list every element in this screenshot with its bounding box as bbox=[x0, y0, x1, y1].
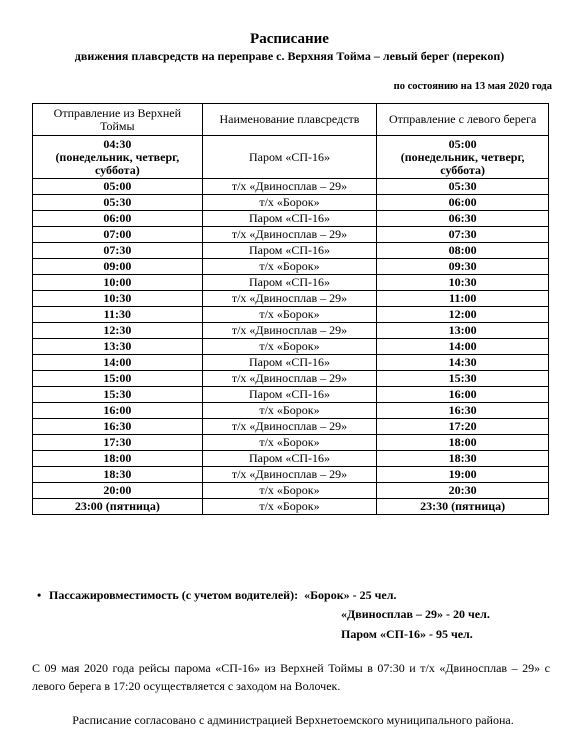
arrival-cell-value: 18:00 bbox=[448, 435, 477, 449]
departure-cell bbox=[33, 136, 203, 179]
vessel-cell-value: т/х «Двиносплав – 29» bbox=[231, 179, 348, 193]
vessel-cell bbox=[202, 483, 377, 499]
departure-cell-value: 05:30 bbox=[103, 195, 132, 209]
departure-cell-value: 15:00 bbox=[103, 371, 132, 385]
arrival-cell bbox=[377, 467, 549, 483]
vessel-cell bbox=[202, 243, 377, 259]
vessel-cell bbox=[202, 307, 377, 323]
table-row bbox=[33, 451, 549, 467]
arrival-cell bbox=[377, 291, 549, 307]
table-row bbox=[33, 307, 549, 323]
table-row bbox=[33, 227, 549, 243]
document-title: Расписание bbox=[250, 31, 329, 47]
arrival-cell-value: 15:30 bbox=[448, 371, 477, 385]
vessel-cell-value: Паром «СП-16» bbox=[248, 211, 330, 225]
departure-cell bbox=[33, 387, 203, 403]
table-row bbox=[33, 136, 549, 179]
arrival-cell bbox=[377, 387, 549, 403]
vessel-cell-value: т/х «Борок» bbox=[259, 195, 320, 209]
vessel-cell bbox=[202, 403, 377, 419]
arrival-cell-value: 08:00 bbox=[448, 243, 477, 257]
departure-cell bbox=[33, 355, 203, 371]
departure-cell bbox=[33, 451, 203, 467]
departure-cell bbox=[33, 275, 203, 291]
departure-cell-value: 07:30 bbox=[103, 243, 132, 257]
departure-cell bbox=[33, 339, 203, 355]
arrival-cell-value: 12:00 bbox=[448, 307, 477, 321]
document-subtitle: движения плавсредств на переправе с. Верхняя Тойма – левый берег (перекоп) bbox=[74, 49, 505, 63]
arrival-cell bbox=[377, 499, 549, 515]
arrival-cell bbox=[377, 227, 549, 243]
arrival-cell bbox=[377, 435, 549, 451]
vessel-cell-value: Паром «СП-16» bbox=[248, 275, 330, 289]
arrival-cell bbox=[377, 275, 549, 291]
arrival-cell bbox=[377, 403, 549, 419]
arrival-cell-value: 06:00 bbox=[448, 195, 477, 209]
vessel-cell-value: т/х «Борок» bbox=[259, 307, 320, 321]
table-row bbox=[33, 435, 549, 451]
vessel-cell-value: т/х «Двиносплав – 29» bbox=[231, 371, 348, 385]
arrival-cell bbox=[377, 211, 549, 227]
arrival-cell bbox=[377, 419, 549, 435]
vessel-cell-value: т/х «Двиносплав – 29» bbox=[231, 419, 348, 433]
vessel-cell bbox=[202, 227, 377, 243]
vessel-cell bbox=[202, 467, 377, 483]
departure-cell-value: 17:30 bbox=[103, 435, 132, 449]
arrival-cell bbox=[377, 323, 549, 339]
departure-cell-value: 11:30 bbox=[103, 307, 131, 321]
departure-cell-value: 13:30 bbox=[103, 339, 132, 353]
capacity-item: «Борок» - 25 чел. bbox=[304, 588, 397, 602]
arrival-cell-value: 06:30 bbox=[448, 211, 477, 225]
vessel-cell-value: Паром «СП-16» bbox=[248, 355, 330, 369]
arrival-cell-value: 18:30 bbox=[448, 451, 477, 465]
as-of-date: по состоянию на 13 мая 2020 года bbox=[393, 81, 552, 92]
table-row bbox=[33, 211, 549, 227]
vessel-cell bbox=[202, 259, 377, 275]
capacity-item: «Двиносплав – 29» - 20 чел. bbox=[341, 607, 490, 621]
vessel-cell bbox=[202, 179, 377, 195]
arrival-cell bbox=[377, 179, 549, 195]
departure-cell-value: 04:30 bbox=[103, 136, 132, 151]
arrival-cell-value: 13:00 bbox=[448, 323, 477, 337]
table-row bbox=[33, 355, 549, 371]
arrival-cell-value: 05:00 bbox=[448, 136, 477, 151]
table-row bbox=[33, 259, 549, 275]
departure-cell bbox=[33, 211, 203, 227]
vessel-cell bbox=[202, 339, 377, 355]
table-header-row bbox=[33, 104, 549, 136]
table-row bbox=[33, 275, 549, 291]
arrival-cell bbox=[377, 355, 549, 371]
arrival-cell-value: 23:30 (пятница) bbox=[420, 499, 506, 513]
vessel-cell bbox=[202, 211, 377, 227]
table-row bbox=[33, 371, 549, 387]
departure-cell bbox=[33, 243, 203, 259]
departure-cell-note: (понедельник, четверг, суббота) bbox=[55, 149, 180, 177]
departure-cell bbox=[33, 323, 203, 339]
arrival-cell bbox=[377, 483, 549, 499]
capacity-line-1 bbox=[49, 585, 396, 605]
arrival-cell bbox=[377, 451, 549, 467]
departure-cell bbox=[33, 371, 203, 387]
vessel-cell-value: т/х «Двиносплав – 29» bbox=[231, 227, 348, 241]
arrival-cell bbox=[377, 195, 549, 211]
departure-cell bbox=[33, 403, 203, 419]
schedule-table bbox=[32, 103, 549, 515]
departure-cell-value: 10:00 bbox=[103, 275, 132, 289]
arrival-cell-value: 17:20 bbox=[448, 419, 477, 433]
arrival-cell-value: 07:30 bbox=[448, 227, 477, 241]
vessel-cell bbox=[202, 419, 377, 435]
arrival-cell bbox=[377, 339, 549, 355]
departure-cell bbox=[33, 291, 203, 307]
departure-cell-value: 16:30 bbox=[103, 419, 132, 433]
table-row bbox=[33, 483, 549, 499]
capacity-item: Паром «СП-16» - 95 чел. bbox=[341, 627, 473, 641]
vessel-cell bbox=[202, 136, 377, 179]
departure-cell-value: 12:30 bbox=[103, 323, 132, 337]
table-row bbox=[33, 387, 549, 403]
departure-cell-value: 15:30 bbox=[103, 387, 132, 401]
table-row bbox=[33, 419, 549, 435]
departure-cell-value: 06:00 bbox=[103, 211, 132, 225]
table-row bbox=[33, 467, 549, 483]
arrival-cell-value: 16:30 bbox=[448, 403, 477, 417]
vessel-cell bbox=[202, 435, 377, 451]
arrival-cell bbox=[377, 243, 549, 259]
schedule-note: С 09 мая 2020 года рейсы парома «СП-16» из Верхней Тоймы в 07:30 и т/х «Двиносплав – 29» с левого берега в 17:20 осуществляется с заходом на Волочек. bbox=[32, 661, 550, 693]
arrival-cell-value: 11:00 bbox=[448, 291, 477, 305]
arrival-cell-value: 16:00 bbox=[448, 387, 477, 401]
bullet-icon: • bbox=[37, 588, 42, 602]
arrival-cell-value: 14:00 bbox=[448, 339, 477, 353]
arrival-cell-value: 10:30 bbox=[448, 275, 477, 289]
agreement-note: Расписание согласовано с администрацией Верхнетоемского муниципального района. bbox=[72, 713, 514, 727]
departure-cell bbox=[33, 179, 203, 195]
header-vessel-name: Наименование плавсредств bbox=[202, 104, 377, 136]
table-row bbox=[33, 323, 549, 339]
vessel-cell bbox=[202, 387, 377, 403]
vessel-cell-value: т/х «Борок» bbox=[259, 259, 320, 273]
vessel-cell-value: т/х «Борок» bbox=[259, 435, 320, 449]
vessel-cell-value: Паром «СП-16» bbox=[248, 243, 330, 257]
departure-cell-value: 09:00 bbox=[103, 259, 132, 273]
table-row bbox=[33, 195, 549, 211]
table-row bbox=[33, 179, 549, 195]
arrival-cell bbox=[377, 136, 549, 179]
vessel-cell bbox=[202, 323, 377, 339]
table-row bbox=[33, 403, 549, 419]
departure-cell-value: 18:30 bbox=[103, 467, 132, 481]
vessel-cell bbox=[202, 371, 377, 387]
arrival-cell bbox=[377, 371, 549, 387]
arrival-cell bbox=[377, 307, 549, 323]
capacity-label: Пассажировместимость (с учетом водителей): bbox=[49, 588, 299, 602]
vessel-cell bbox=[202, 499, 377, 515]
departure-cell bbox=[33, 467, 203, 483]
arrival-cell bbox=[377, 259, 549, 275]
arrival-cell-note: (понедельник, четверг, суббота) bbox=[400, 149, 525, 177]
vessel-cell bbox=[202, 291, 377, 307]
vessel-cell bbox=[202, 451, 377, 467]
vessel-cell-value: т/х «Борок» bbox=[259, 403, 320, 417]
arrival-cell-value: 09:30 bbox=[448, 259, 477, 273]
arrival-cell-value: 20:30 bbox=[448, 483, 477, 497]
vessel-cell bbox=[202, 195, 377, 211]
departure-cell-value: 23:00 (пятница) bbox=[74, 499, 160, 513]
vessel-cell-value: Паром «СП-16» bbox=[248, 387, 330, 401]
arrival-cell-value: 19:00 bbox=[448, 467, 477, 481]
departure-cell bbox=[33, 195, 203, 211]
departure-cell bbox=[33, 499, 203, 515]
vessel-cell-value: т/х «Борок» bbox=[259, 483, 320, 497]
vessel-cell-value: т/х «Борок» bbox=[259, 339, 320, 353]
departure-cell-value: 16:00 bbox=[103, 403, 132, 417]
vessel-cell bbox=[202, 275, 377, 291]
table-row bbox=[33, 243, 549, 259]
departure-cell bbox=[33, 435, 203, 451]
vessel-cell-value: т/х «Двиносплав – 29» bbox=[231, 291, 348, 305]
departure-cell-value: 14:00 bbox=[103, 355, 132, 369]
table-row bbox=[33, 499, 549, 515]
header-departure-left-bank: Отправление с левого берега bbox=[377, 104, 549, 136]
vessel-cell-value: Паром «СП-16» bbox=[248, 451, 330, 465]
departure-cell-value: 18:00 bbox=[103, 451, 132, 465]
vessel-cell-value: Паром «СП-16» bbox=[248, 149, 330, 164]
arrival-cell-value: 14:30 bbox=[448, 355, 477, 369]
vessel-cell-value: т/х «Двиносплав – 29» bbox=[231, 323, 348, 337]
departure-cell bbox=[33, 307, 203, 323]
departure-cell bbox=[33, 227, 203, 243]
departure-cell bbox=[33, 259, 203, 275]
departure-cell-value: 07:00 bbox=[103, 227, 132, 241]
table-row bbox=[33, 339, 549, 355]
vessel-cell-value: т/х «Двиносплав – 29» bbox=[231, 467, 348, 481]
departure-cell-value: 20:00 bbox=[103, 483, 132, 497]
header-departure-upper: Отправление из Верхней Тоймы bbox=[33, 104, 203, 136]
departure-cell bbox=[33, 419, 203, 435]
arrival-cell-value: 05:30 bbox=[448, 179, 477, 193]
vessel-cell-value: т/х «Борок» bbox=[259, 499, 320, 513]
vessel-cell bbox=[202, 355, 377, 371]
departure-cell-value: 10:30 bbox=[103, 291, 132, 305]
departure-cell-value: 05:00 bbox=[103, 179, 132, 193]
departure-cell bbox=[33, 483, 203, 499]
table-row bbox=[33, 291, 549, 307]
